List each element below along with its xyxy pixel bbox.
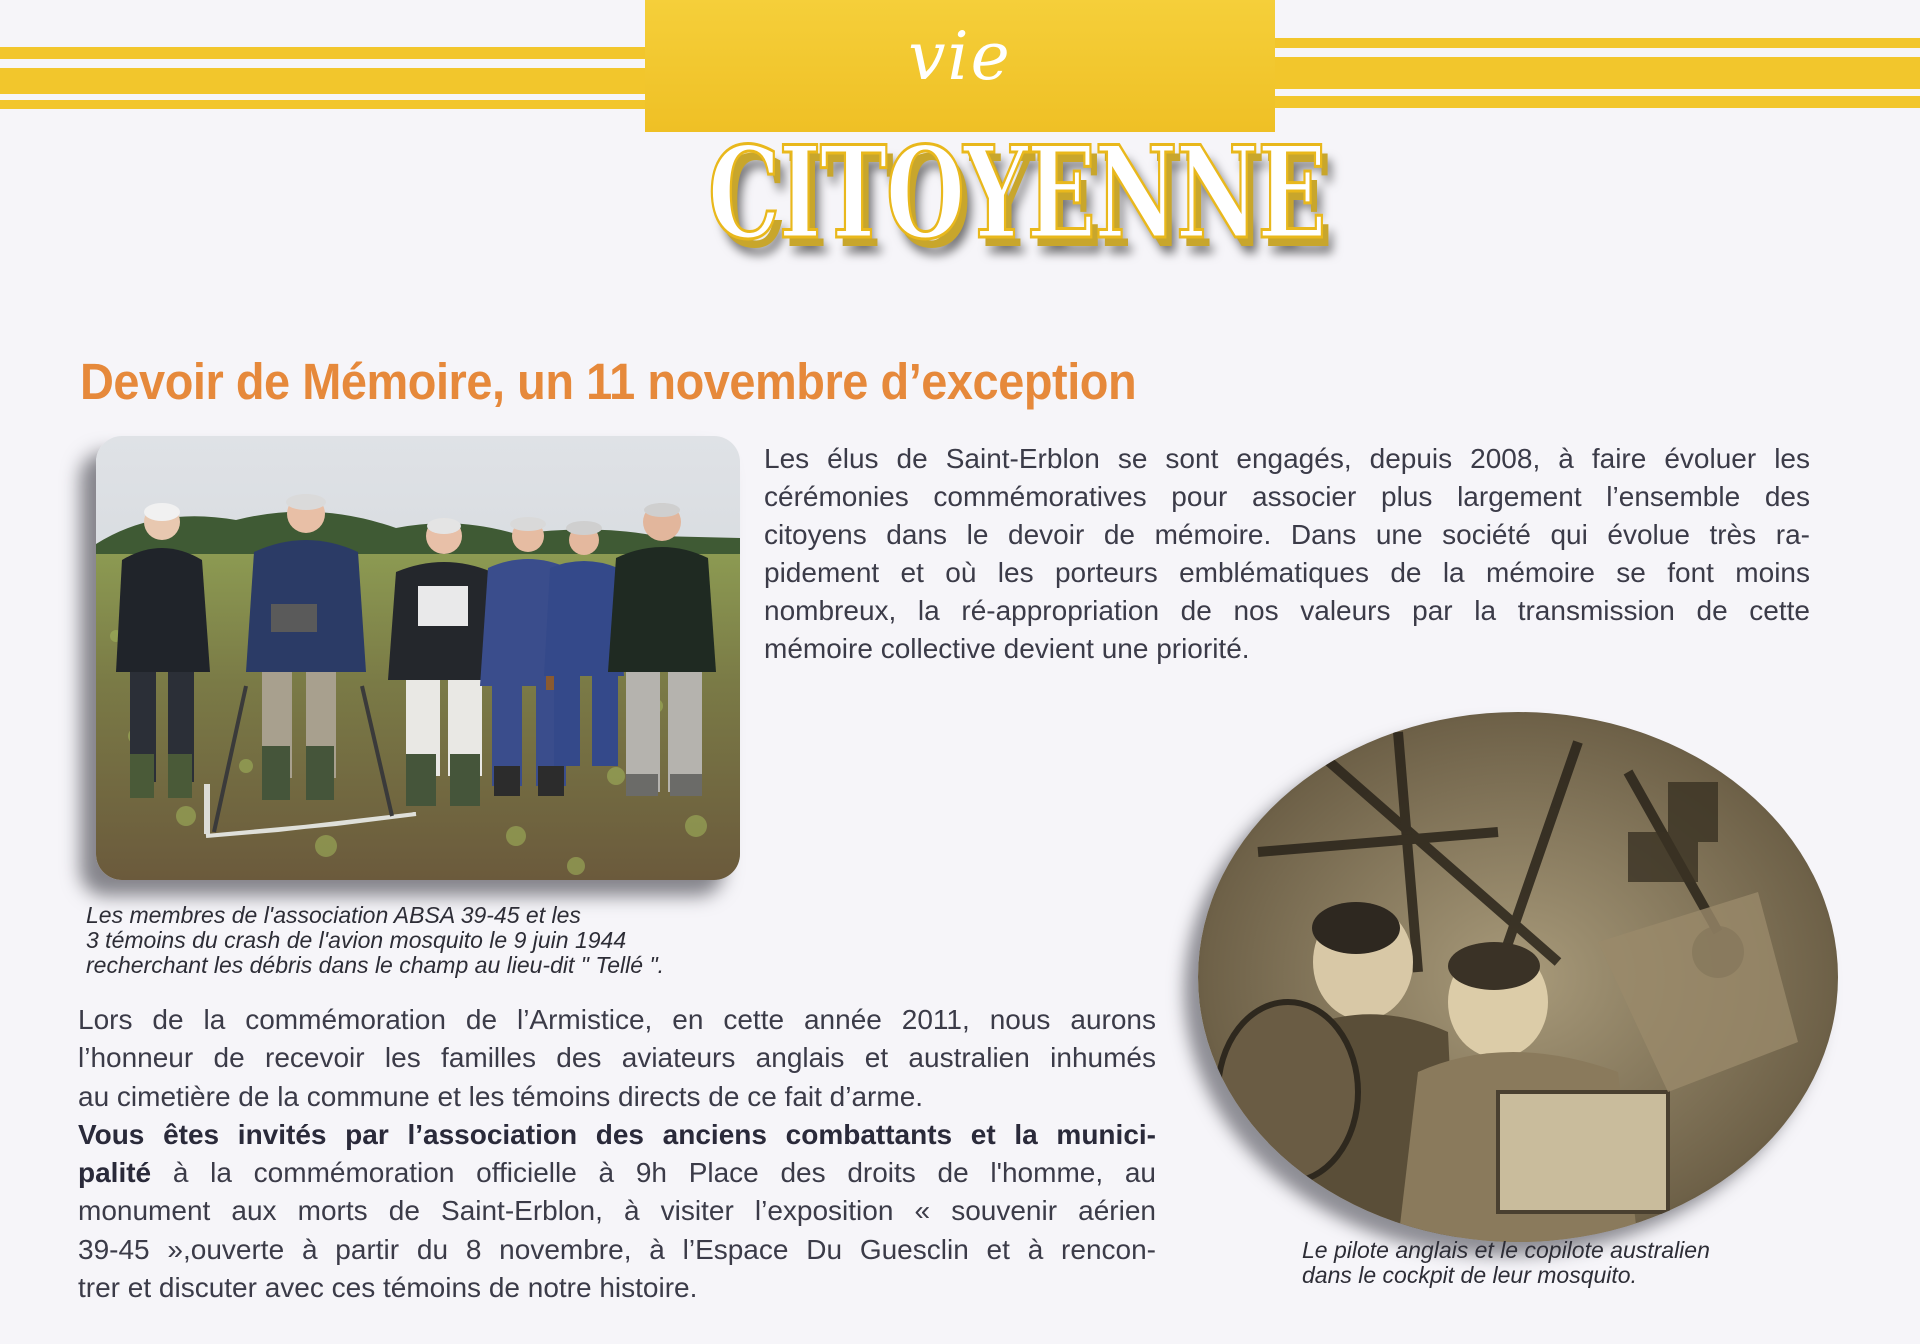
intro-line: mémoire collective devient une priorité. xyxy=(764,633,1250,664)
intro-line: cérémonies commémoratives pour associer plus largement l’ensemble des xyxy=(764,481,1810,512)
photo1-caption-line-3: recherchant les débris dans le champ au lieu-dit " Tellé ". xyxy=(86,952,665,978)
intro-line: pidement et où les porteurs emblématiques de la mémoire se font moins xyxy=(764,557,1810,588)
section-title: CITOYENNE xyxy=(708,119,1326,267)
invite-bold-text-end: palité xyxy=(78,1157,152,1189)
photo1-caption-line-1: Les membres de l'association ABSA 39-45 et les xyxy=(86,902,581,928)
intro-line: nombreux, la ré-appropriation de nos valeurs par la transmission de cette xyxy=(764,595,1810,626)
invite-line: trer et discuter avec ces témoins de notre histoire. xyxy=(78,1272,698,1304)
cockpit-photo xyxy=(1198,712,1838,1242)
intro-line: citoyens dans le devoir de mémoire. Dans une société qui évolue très ra- xyxy=(764,519,1810,550)
body-line: l’honneur de recevoir les familles des aviateurs anglais et australien inhumés xyxy=(78,1042,1156,1074)
intro-line: Les élus de Saint-Erblon se sont engagés, depuis 2008, à faire évoluer les xyxy=(764,443,1810,474)
invite-line xyxy=(78,1116,1156,1154)
section-kicker: vie xyxy=(908,18,1012,95)
photo2-caption-line-1: Le pilote anglais et le copilote australien xyxy=(1302,1237,1710,1263)
intro-paragraph xyxy=(764,440,1810,668)
body-paragraph xyxy=(78,1001,1156,1307)
invite-bold-text: Vous êtes invités par l’association des anciens combattants et la munici- xyxy=(78,1118,1156,1150)
invite-line xyxy=(78,1154,1156,1192)
invite-text: à la commémoration officielle à 9h Place des droits de l'homme, au xyxy=(151,1157,1156,1189)
body-line: Lors de la commémoration de l’Armistice, en cette année 2011, nous aurons xyxy=(78,1004,1156,1035)
invite-line: monument aux morts de Saint-Erblon, à visiter l’exposition « souvenir aérien xyxy=(78,1195,1156,1227)
group-field-photo xyxy=(96,436,740,880)
photo2-caption-line-2: dans le cockpit de leur mosquito. xyxy=(1302,1262,1637,1288)
article-title: Devoir de Mémoire, un 11 novembre d’exception xyxy=(80,353,1137,410)
body-line: au cimetière de la commune et les témoins directs de ce fait d’arme. xyxy=(78,1080,924,1112)
photo1-caption-line-2: 3 témoins du crash de l'avion mosquito le 9 juin 1944 xyxy=(86,927,627,953)
invite-line: 39-45 »,ouverte à partir du 8 novembre, à l’Espace Du Guesclin et à rencon- xyxy=(78,1233,1156,1265)
